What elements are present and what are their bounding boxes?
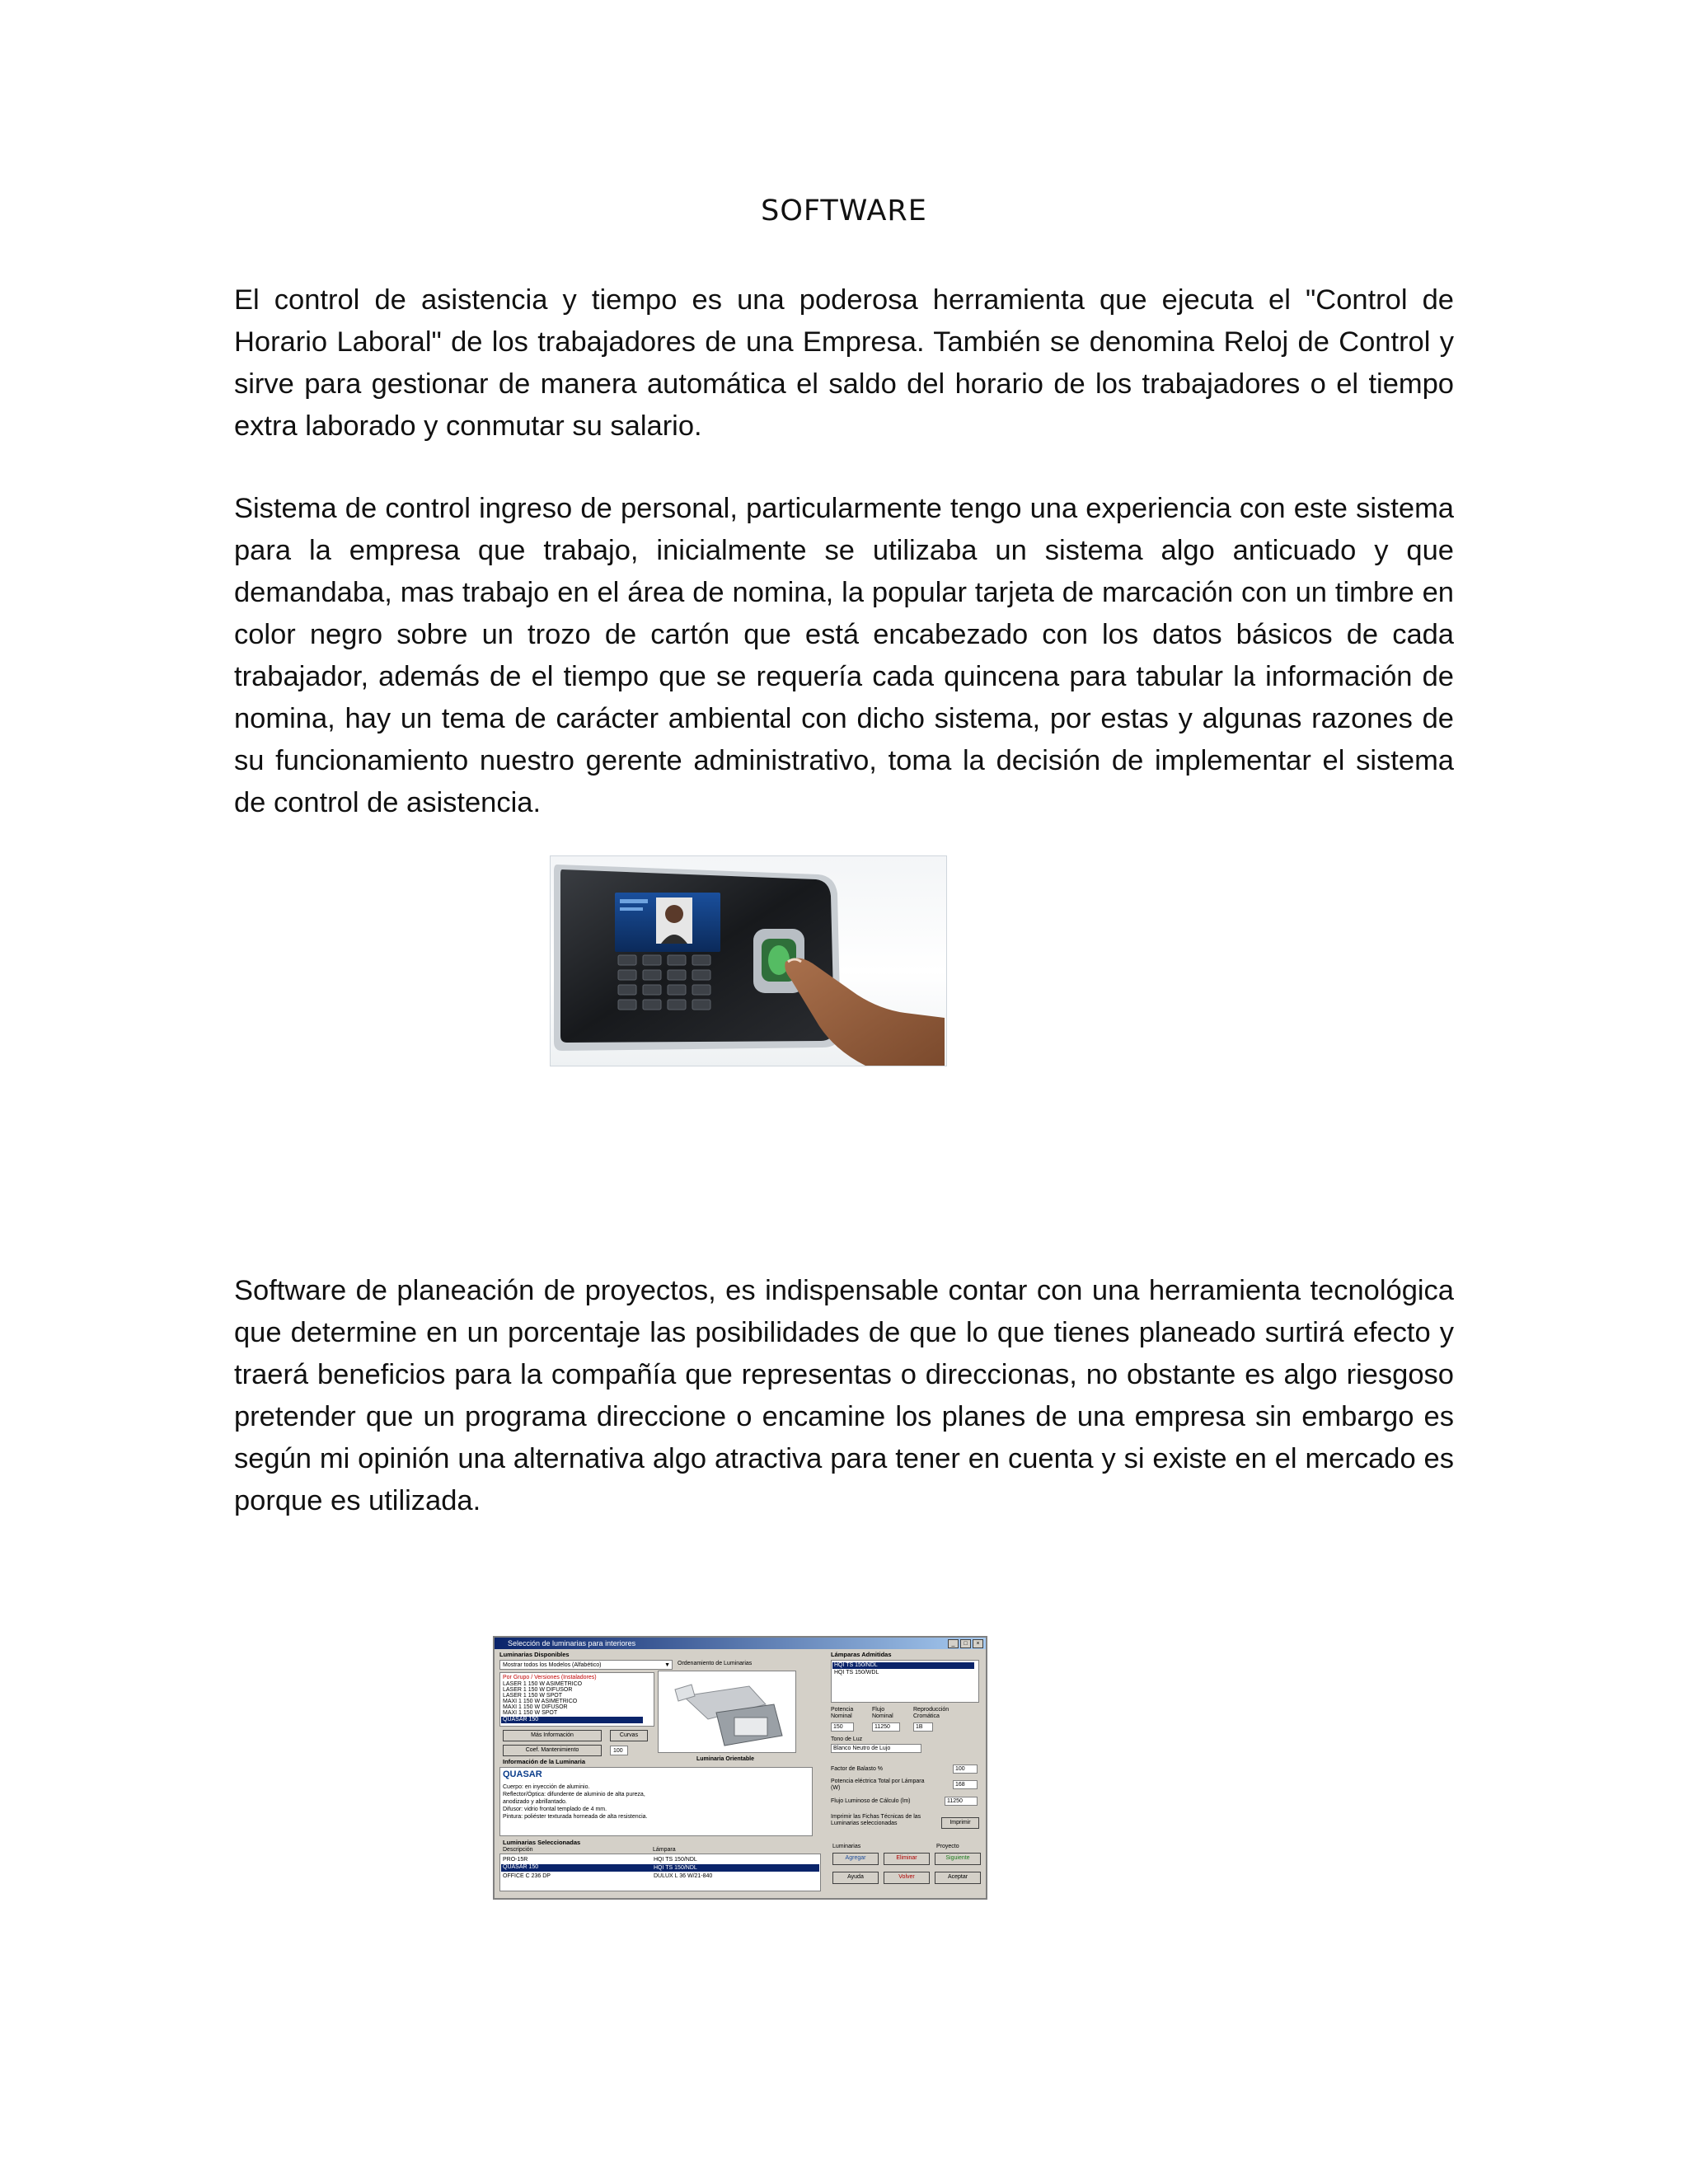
paragraph-project-planning: Software de planeación de proyectos, es indispensable contar con una herramienta tecnológica que determine en un porcentaje las posibilidades de que lo que tienes planeado surtirá efecto y traerá beneficios para la compañía que representas o direccionas, no obstante es algo riesgoso pretender que un programa direccione o encamine los planes de una empresa sin embargo es según mi opinión una alternativa algo atractiva para tener en cuenta y si existe en el mercado es porque es utilizada. [234,1275,1454,1516]
chevron-down-icon: ▼ [664,1662,670,1668]
list-item[interactable]: MAXI 1 150 W ASIMETRICO [503,1699,578,1704]
luminaires-group-label: Luminarias [832,1844,861,1849]
sel-col-lamp: Lámpara [653,1847,676,1853]
list-header: Por Grupo / Versiones (Instaladores) [503,1675,597,1680]
paragraph-personnel-entry: Sistema de control ingreso de personal, particularmente tengo una experiencia con este sistema para la empresa que trabajo, inicialmente se utilizaba un sistema algo anticuado y que demandaba, mas trabajo en el área de nomina, la popular tarjeta de marcación con un timbre en color negro sobre un trozo de cartón que está encabezado con los datos básicos de cada trabajador, además de el tiempo que se requería cada quincena para tabular la información de nomina, hay un tema de carácter ambiental con dicho sistema, por estas y algunas razones de su funcionamiento nuestro gerente administrativo, toma la decisión de implementar el sistema de control de asistencia. [234,493,1454,818]
flux-input[interactable]: 11250 [872,1722,900,1732]
luminaire-list[interactable] [499,1672,654,1727]
software-window-image [493,1636,987,1900]
project-group-label: Proyecto [936,1844,959,1849]
luminaire-preview [658,1671,796,1753]
luminaire-type-label: Luminaria Orientable [696,1756,755,1762]
power-input[interactable]: 150 [831,1722,854,1732]
info-name: QUASAR [503,1769,542,1779]
minimize-icon[interactable]: _ [948,1639,959,1648]
window-title: Selección de luminarias para interiores [508,1639,636,1647]
color-rendering-input[interactable]: 1B [913,1722,933,1732]
maximize-icon[interactable]: □ [960,1639,971,1648]
print-sheets-label: Imprimir las Fichas Técnicas de las Luminarias seleccionadas [831,1814,921,1826]
back-button[interactable]: Volver [884,1872,930,1884]
print-button[interactable]: Imprimir [941,1817,979,1829]
table-row-selected[interactable]: QUASAR 150 [501,1864,819,1872]
color-rendering-label: Reproducción Cromática [913,1707,950,1719]
time-clock-illustration [551,856,946,1066]
admitted-lamps-header: Lámparas Admitidas [831,1651,892,1658]
ballast-label: Factor de Balasto % [831,1766,884,1772]
table-row[interactable]: OFFICE C 236 DP [503,1873,551,1879]
next-button[interactable]: Siguiente [935,1853,981,1865]
selected-luminaires-header: Luminarias Seleccionadas [503,1839,581,1846]
table-row[interactable]: PRO-15R [503,1857,528,1863]
ballast-input[interactable]: 100 [953,1765,978,1774]
curves-button[interactable]: Curvas [610,1730,648,1741]
image-caption: Ordenamiento de Luminarias [678,1661,753,1666]
model-dropdown[interactable] [499,1660,673,1670]
lamp-item[interactable]: HQI TS 150/WDL [834,1670,879,1675]
accept-button[interactable]: Aceptar [935,1872,981,1884]
list-item[interactable]: LASER 1 150 W SPOT [503,1693,562,1699]
selected-table: PRO-15R HQI TS 150/NDL QUASAR 150 HQI TS 150/NDL OFFICE C 236 DP DULUX L 36 W/21-840 [499,1854,821,1891]
page-title: SOFTWARE [761,194,927,227]
lamp-list[interactable] [831,1660,979,1703]
calc-flux-label: Flujo Luminoso de Cálculo (lm) [831,1798,911,1804]
coef-input[interactable]: 100 [610,1746,628,1755]
power-label: Potencia Nominal [831,1707,854,1719]
list-item[interactable]: LASER 1 150 W DIFUSOR [503,1687,573,1693]
lamp-item-selected[interactable]: HQI TS 150/NDL [832,1662,974,1669]
coef-button[interactable]: Coef. Mantenimiento [503,1745,602,1756]
calc-flux-input[interactable]: 11250 [945,1797,978,1806]
available-luminaires-header: Luminarias Disponibles [499,1651,570,1658]
sel-col-desc: Descripción [503,1847,533,1853]
info-panel: QUASAR Cuerpo: en inyección de aluminio. Reflector/Óptica: difundente de aluminio de alta pureza, anodizado y abrillantado. Difusor: vidrio frontal templado de 4 mm. Pintura: poliéster texturada horneada de alta resistencia. [499,1767,813,1836]
total-power-label: Potencia eléctrica Total por Lámpara (W) [831,1779,925,1791]
time-clock-image [550,855,947,1066]
info-header: Información de la Luminaria [503,1758,586,1765]
close-icon[interactable]: × [973,1639,983,1648]
add-button[interactable]: Agregar [832,1853,879,1865]
window-titlebar [495,1638,986,1649]
list-item[interactable]: MAXI 1 150 W SPOT [503,1710,558,1716]
list-item-selected[interactable]: QUASAR 150 [501,1717,643,1723]
help-button[interactable]: Ayuda [832,1872,879,1884]
flux-label: Flujo Nominal [872,1707,893,1719]
list-item[interactable]: LASER 1 150 W ASIMETRICO [503,1681,583,1687]
dropdown-value: Mostrar todos los Modelos (Alfabético) [503,1662,602,1668]
total-power-input[interactable]: 168 [953,1780,978,1789]
light-tone-label: Tono de Luz [831,1736,863,1742]
delete-button[interactable]: Eliminar [884,1853,930,1865]
list-item[interactable]: MAXI 1 150 W DIFUSOR [503,1704,568,1710]
light-tone-input[interactable]: Blanco Neutro de Lujo [831,1744,921,1753]
paragraph-attendance-control: El control de asistencia y tiempo es una poderosa herramienta que ejecuta el "Control de Horario Laboral" de los trabajadores de una Empresa. También se denomina Reloj de Control y sirve para gestionar de manera automática el saldo del horario de los trabajadores o el tiempo extra laborado y conmutar su salario. [234,284,1454,442]
more-info-button[interactable]: Más Información [503,1730,602,1741]
